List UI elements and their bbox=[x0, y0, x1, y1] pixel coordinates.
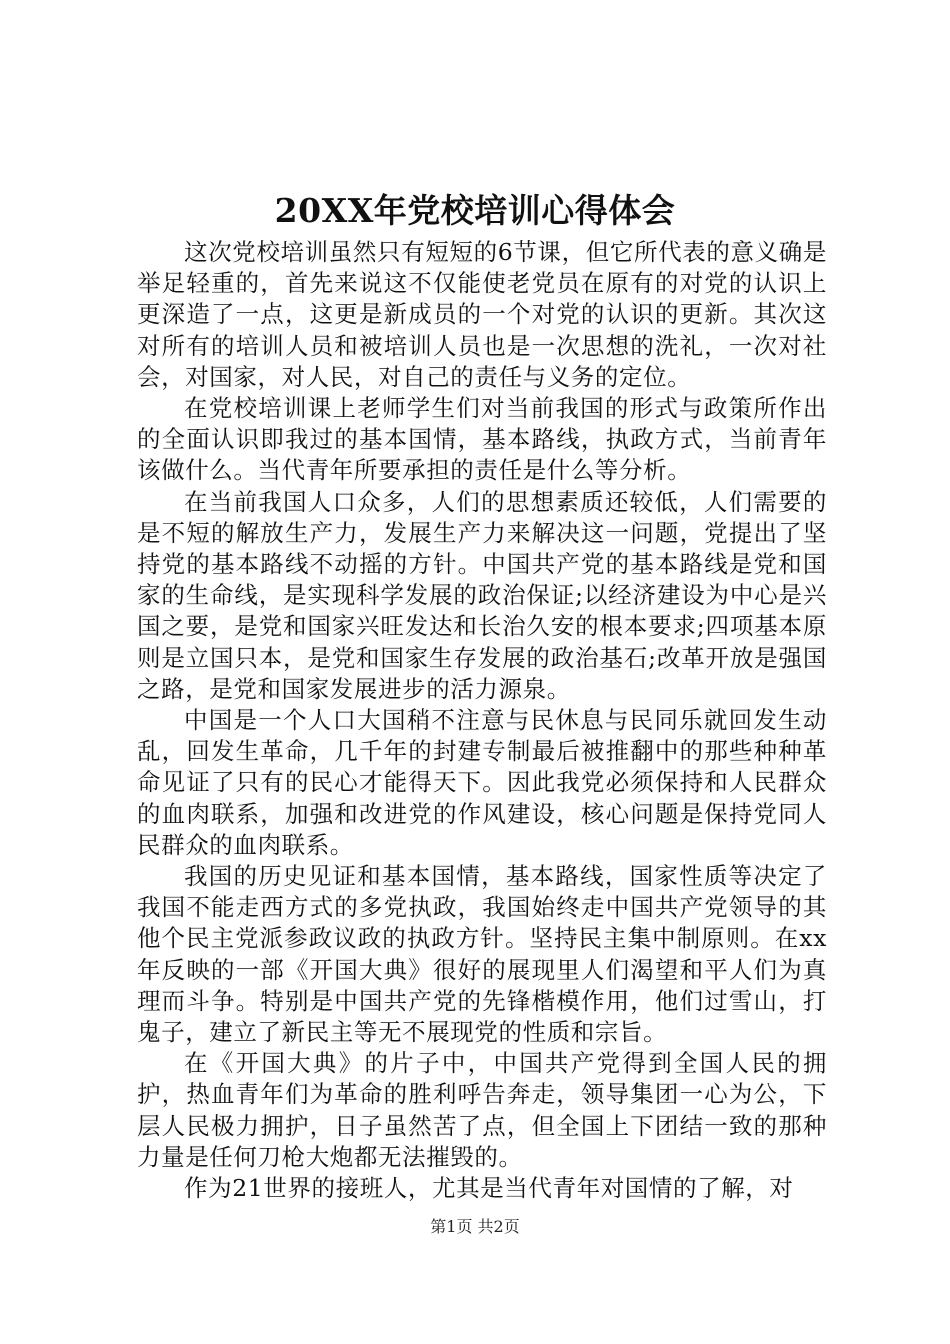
paragraph: 在当前我国人口众多，人们的思想素质还较低，人们需要的是不短的解放生产力，发展生产力来解决这一问题，党提出了坚持党的基本路线不动摇的方针。中国共产党的基本路线是党和国家的生命线，是实现科学发展的政治保证;以经济建设为中心是兴国之要，是党和国家兴旺发达和长治久安的根本要求;四项基本原则是立国只本，是党和国家生存发展的政治基石;改革开放是强国之路，是党和国家发展进步的活力源泉。 bbox=[137, 487, 827, 703]
document-body bbox=[137, 237, 827, 1204]
paragraph: 这次党校培训虽然只有短短的6节课，但它所代表的意义确是举足轻重的，首先来说这不仅能使老党员在原有的对党的认识上更深造了一点，这更是新成员的一个对党的认识的更新。其次这对所有的培训人员和被培训人员也是一次思想的洗礼，一次对社会，对国家，对人民，对自己的责任与义务的定位。 bbox=[137, 238, 827, 391]
paragraph: 作为21世界的接班人，尤其是当代青年对国情的了解，对 bbox=[184, 1174, 794, 1203]
page-number-footer: 第1页 共2页 bbox=[430, 1217, 520, 1236]
document-title: 20XX年党校培训心得体会 bbox=[274, 191, 676, 230]
paragraph: 在《开国大典》的片子中，中国共产党得到全国人民的拥护，热血青年们为革命的胜利呼告奔走，领导集团一心为公，下层人民极力拥护，日子虽然苦了点，但全国上下团结一致的那种力量是任何刀枪大炮都无法摧毁的。 bbox=[137, 1049, 827, 1171]
paragraph: 在党校培训课上老师学生们对当前我国的形式与政策所作出的全面认识即我过的基本国情，基本路线，执政方式，当前青年该做什么。当代青年所要承担的责任是什么等分析。 bbox=[137, 394, 827, 485]
paragraph: 我国的历史见证和基本国情，基本路线，国家性质等决定了我国不能走西方式的多党执政，我国始终走中国共产党领导的其他个民主党派参政议政的执政方针。坚持民主集中制原则。在xx年反映的一部《开国大典》很好的展现里人们渴望和平人们为真理而斗争。特别是中国共产党的先锋楷模作用，他们过雪山，打鬼子，建立了新民主等无不展现党的性质和宗旨。 bbox=[137, 862, 827, 1047]
paragraph: 中国是一个人口大国稍不注意与民休息与民同乐就回发生动乱，回发生革命，几千年的封建专制最后被推翻中的那些种种革命见证了只有的民心才能得天下。因此我党必须保持和人民群众的血肉联系，加强和改进党的作风建设，核心问题是保持党同人民群众的血肉联系。 bbox=[137, 706, 827, 859]
